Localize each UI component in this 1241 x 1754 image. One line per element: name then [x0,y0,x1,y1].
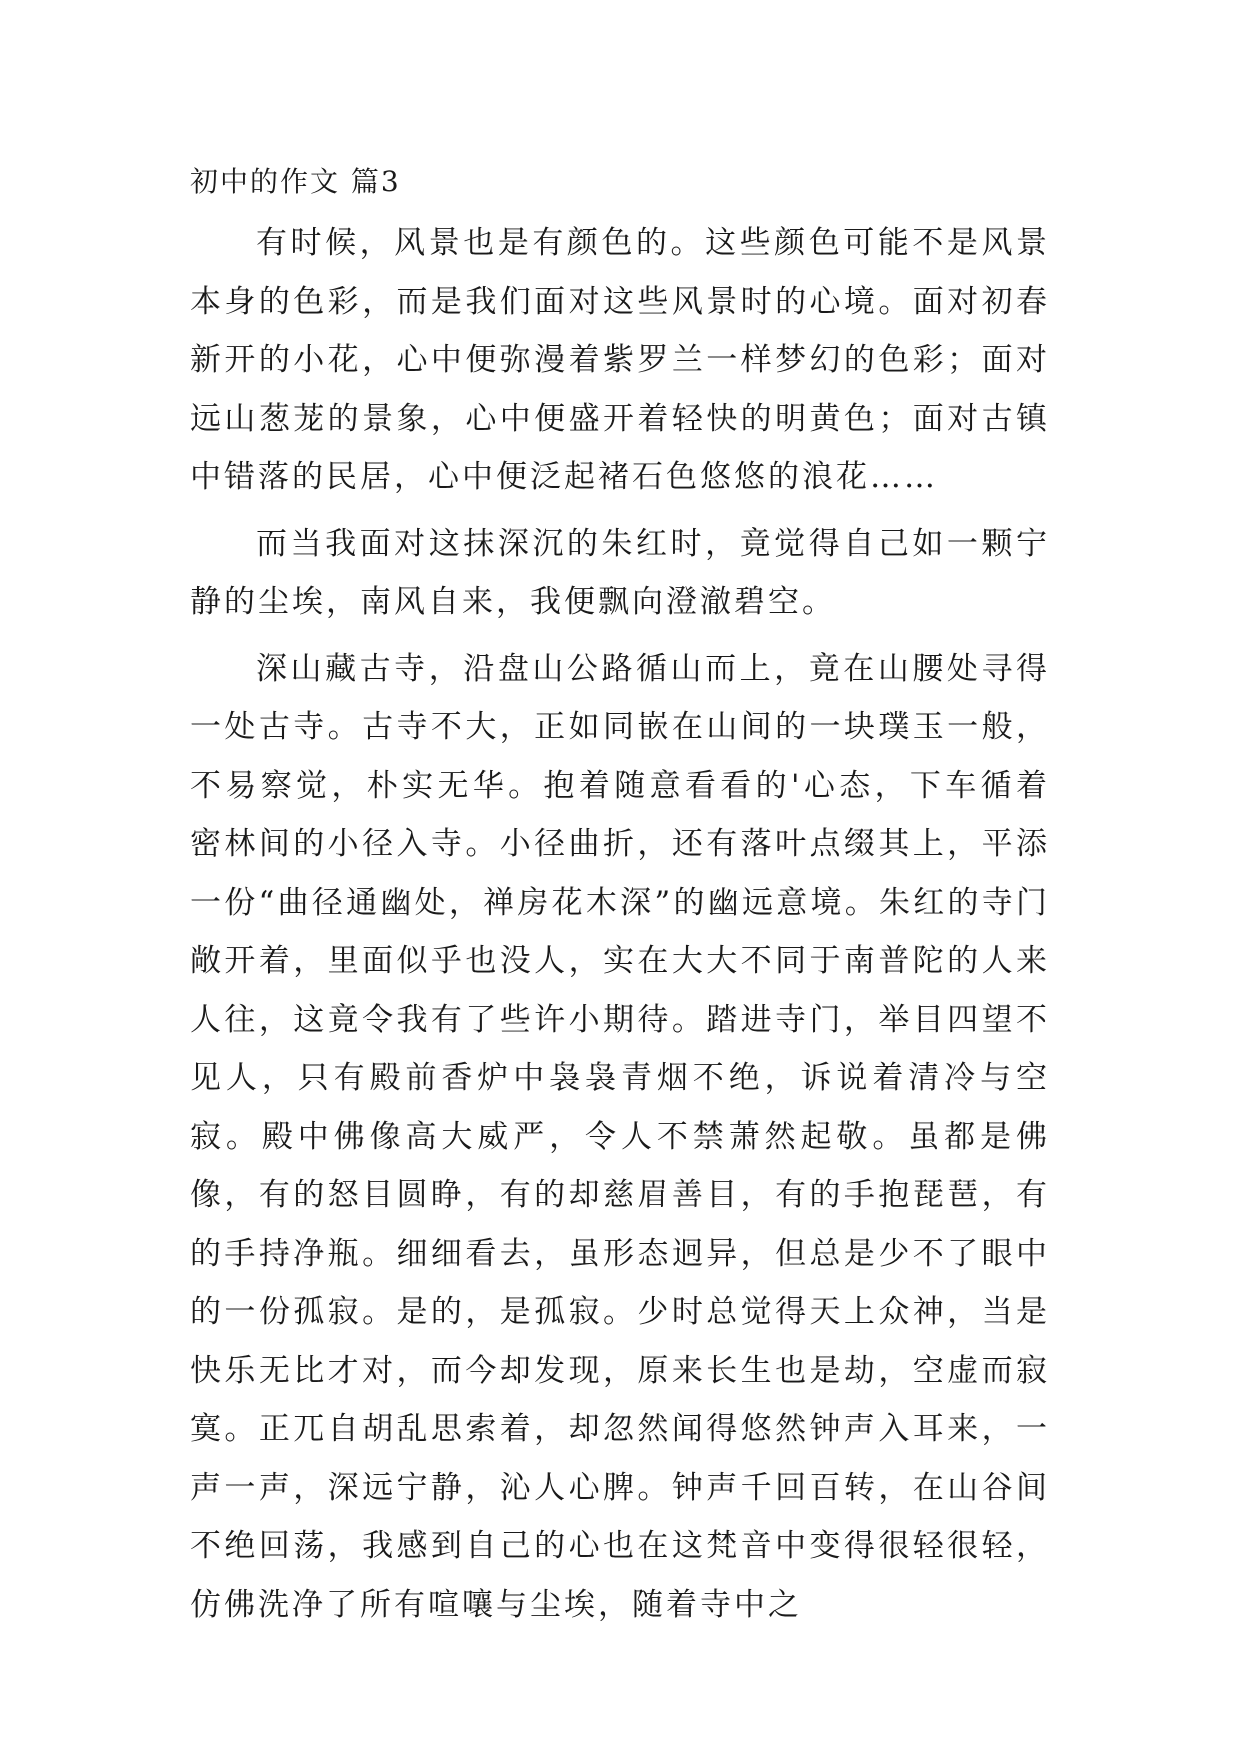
paragraph-2: 而当我面对这抹深沉的朱红时，竟觉得自己如一颗宁静的尘埃，南风自来，我便飘向澄澈碧空。 [190,525,1050,620]
document-title: 初中的作文 篇3 [190,165,401,198]
document-body [190,160,1050,1642]
paragraph-1: 有时候，风景也是有颜色的。这些颜色可能不是风景本身的色彩，而是我们面对这些风景时的心境。面对初春新开的小花，心中便弥漫着紫罗兰一样梦幻的色彩；面对远山葱茏的景象，心中便盛开着轻快的明黄色；面对古镇中错落的民居，心中便泛起褚石色悠悠的浪花…… [190,225,1050,495]
paragraph-3: 深山藏古寺，沿盘山公路循山而上，竟在山腰处寻得一处古寺。古寺不大，正如同嵌在山间的一块璞玉一般，不易察觉，朴实无华。抱着随意看看的'心态，下车循着密林间的小径入寺。小径曲折，还有落叶点缀其上，平添一份“曲径通幽处，禅房花木深”的幽远意境。朱红的寺门敞开着，里面似乎也没人，实在大大不同于南普陀的人来人往，这竟令我有了些许小期待。踏进寺门，举目四望不见人，只有殿前香炉中袅袅青烟不绝，诉说着清冷与空寂。殿中佛像高大威严，令人不禁萧然起敬。虽都是佛像，有的怒目圆睁，有的却慈眉善目，有的手抱琵琶，有的手持净瓶。细细看去，虽形态迥异，但总是少不了眼中的一份孤寂。是的，是孤寂。少时总觉得天上众神，当是快乐无比才对，而今却发现，原来长生也是劫，空虚而寂寞。正兀自胡乱思索着，却忽然闻得悠然钟声入耳来，一声一声，深远宁静，沁人心脾。钟声千回百转，在山谷间不绝回荡，我感到自己的心也在这梵音中变得很轻很轻，仿佛洗净了所有喧嚷与尘埃，随着寺中之 [190,650,1050,1623]
